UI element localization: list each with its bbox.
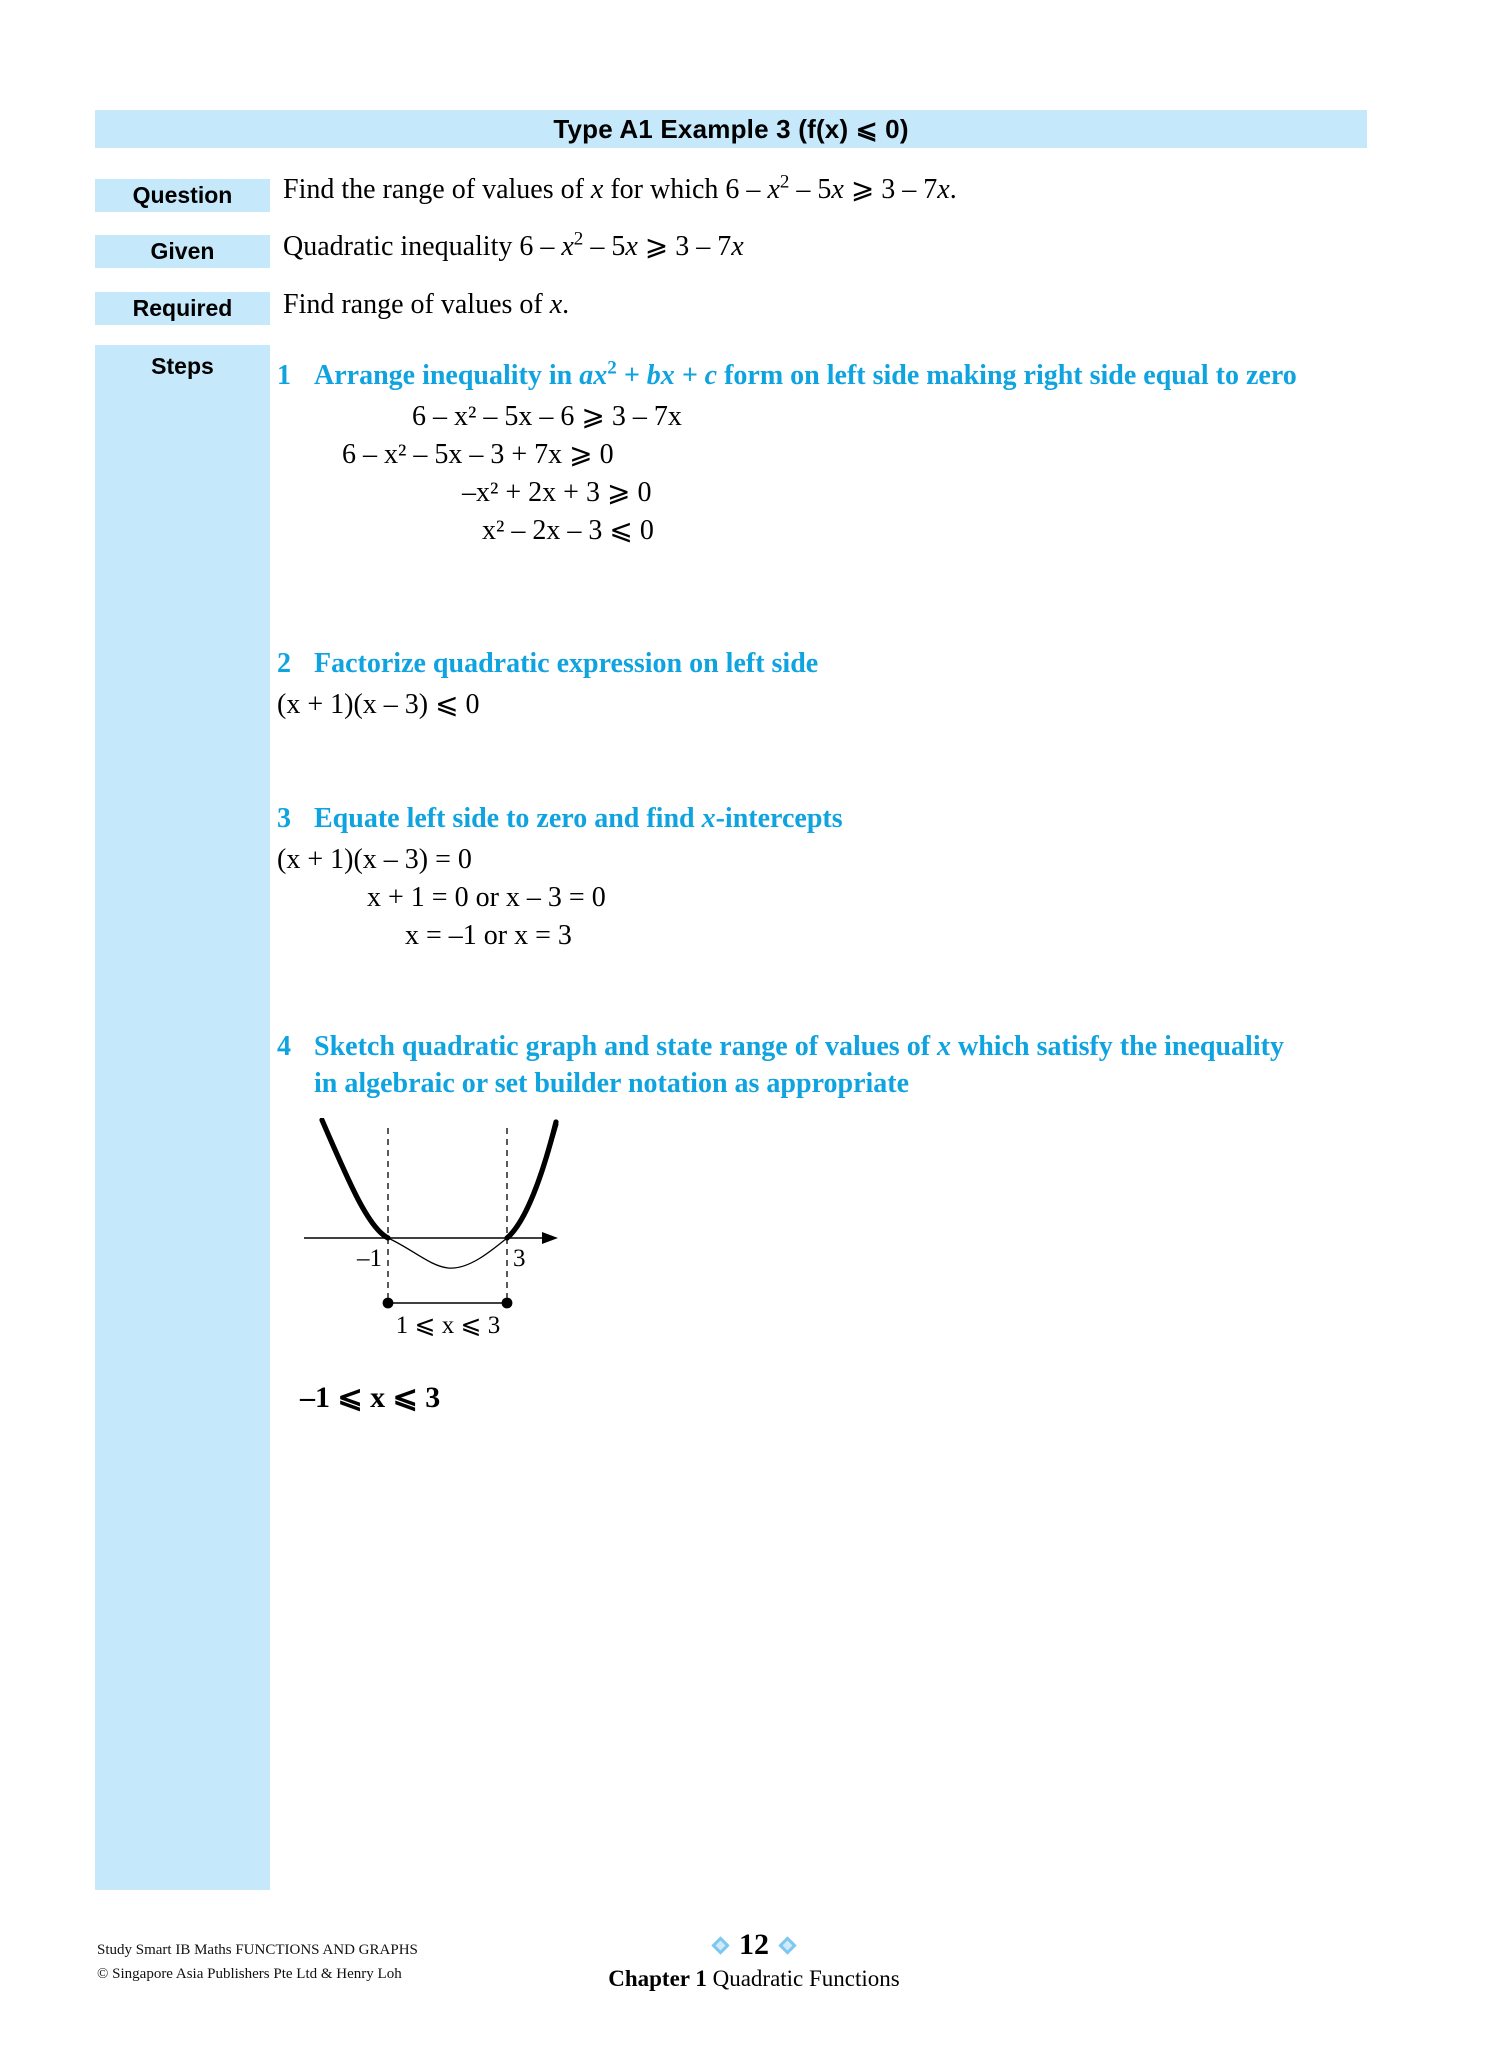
equation: x + 1 = 0 or x – 3 = 0 [367, 882, 606, 914]
question-part-2: for which 6 – [603, 174, 768, 205]
x-axis-arrowhead [542, 1232, 558, 1244]
step-1 [277, 357, 1367, 551]
question-exp: 2 [779, 171, 790, 193]
step-1-title-p1: Arrange inequality in [314, 360, 580, 391]
required-text [283, 287, 569, 322]
page-number-row [0, 1930, 1508, 1960]
page-number: 12 [739, 1928, 769, 1961]
diamond-ornament-icon [778, 1936, 796, 1954]
steps-sidebar-band [95, 345, 270, 1890]
step-4-title-line2: in algebraic or set builder notation as appropriate [314, 1068, 910, 1100]
question-part-5: . [949, 174, 957, 205]
step-4-title-post: which satisfy the inequality [951, 1031, 1284, 1062]
step-3-equations [277, 841, 1367, 955]
interval-endpoint-left [383, 1298, 394, 1309]
step-2-equations [277, 686, 1367, 724]
chapter-label [0, 1966, 1508, 1992]
given-part-3: ⩾ 3 – 7 [637, 231, 732, 262]
step-4-title-pre: Sketch quadratic graph and state range of values of [314, 1031, 938, 1062]
step-3-heading [277, 800, 1367, 837]
step-1-equations [277, 398, 1367, 550]
required-var-x: x [549, 289, 563, 320]
diamond-ornament-icon [711, 1936, 729, 1954]
footer-line-2: © Singapore Asia Publishers Pte Ltd & Henry Loh [97, 1966, 402, 1982]
question-var-x3: x [831, 174, 844, 205]
example-title-banner [95, 110, 1367, 148]
chapter-name: Quadratic Functions [712, 1966, 900, 1991]
question-part-3: – 5 [789, 174, 832, 205]
step-2-title: Factorize quadratic expression on left side [314, 648, 819, 679]
given-part-2: – 5 [583, 231, 626, 262]
root-label-left: –1 [357, 1245, 382, 1272]
question-part-4: ⩾ 3 – 7 [843, 174, 938, 205]
given-part-1: Quadratic inequality 6 – [283, 231, 562, 262]
equation: (x + 1)(x – 3) ⩽ 0 [277, 689, 480, 721]
question-var-x2: x [767, 174, 780, 205]
question-var-x1: x [590, 174, 604, 205]
step-4 [277, 1028, 1367, 1102]
step-1-title-bxc: + bx + c [616, 360, 718, 391]
step-2-number: 2 [277, 648, 291, 679]
required-part-2: . [562, 289, 570, 320]
question-text [283, 172, 957, 207]
footer-center [0, 1930, 1508, 1992]
given-var-x1: x [561, 231, 574, 262]
step-3-title-post: -intercepts [715, 803, 843, 834]
equation: x² – 2x – 3 ⩽ 0 [482, 515, 654, 547]
root-label-right: 3 [513, 1245, 526, 1272]
step-3-title-var: x [701, 803, 716, 834]
step-4-heading [277, 1028, 1367, 1102]
step-1-number: 1 [277, 360, 291, 391]
given-exp: 2 [573, 228, 584, 250]
parabola-branch-right-bold [507, 1122, 556, 1238]
step-1-title-p4: form on left side making right side equal to zero [717, 360, 1297, 391]
interval-label: 1 ⩽ x ⩽ 3 [395, 1312, 501, 1338]
graph-svg [300, 1118, 590, 1338]
given-text [283, 229, 744, 264]
label-steps: Steps [151, 353, 214, 379]
question-var-x4: x [937, 174, 950, 205]
step-4-title-var: x [937, 1031, 952, 1062]
equation: (x + 1)(x – 3) = 0 [277, 844, 472, 876]
step-2 [277, 645, 1367, 724]
final-answer: –1 ⩽ x ⩽ 3 [300, 1381, 441, 1414]
equation: x = –1 or x = 3 [405, 920, 572, 952]
given-var-x2: x [625, 231, 638, 262]
step-1-title-ax: ax [579, 360, 608, 391]
equation: –x² + 2x + 3 ⩾ 0 [462, 477, 652, 509]
step-3 [277, 800, 1367, 955]
step-4-number: 4 [277, 1031, 291, 1062]
interval-endpoint-right [502, 1298, 513, 1309]
equation: 6 – x² – 5x – 6 ⩾ 3 – 7x [412, 401, 682, 433]
label-required: Required [95, 292, 270, 325]
step-4-title [314, 1028, 1367, 1102]
label-given: Given [95, 235, 270, 268]
given-var-x3: x [731, 231, 744, 262]
quadratic-graph-sketch [300, 1118, 590, 1338]
equation: 6 – x² – 5x – 3 + 7x ⩾ 0 [342, 439, 614, 471]
footer-line-1: Study Smart IB Maths FUNCTIONS AND GRAPHS [97, 1942, 418, 1958]
chapter-number: Chapter 1 [608, 1966, 707, 1991]
page-title: Type A1 Example 3 (f(x) ⩽ 0) [553, 113, 909, 144]
step-1-heading [277, 357, 1367, 394]
question-part-1: Find the range of values of [283, 174, 591, 205]
step-2-heading [277, 645, 1367, 682]
parabola-branch-left-bold [322, 1120, 388, 1238]
required-part-1: Find range of values of [283, 289, 550, 320]
step-1-title-sup: 2 [607, 357, 617, 379]
step-3-number: 3 [277, 803, 291, 834]
step-3-title-pre: Equate left side to zero and find [314, 803, 702, 834]
step-1-title [314, 357, 1367, 394]
step-3-title [314, 800, 1367, 837]
label-question: Question [95, 179, 270, 212]
